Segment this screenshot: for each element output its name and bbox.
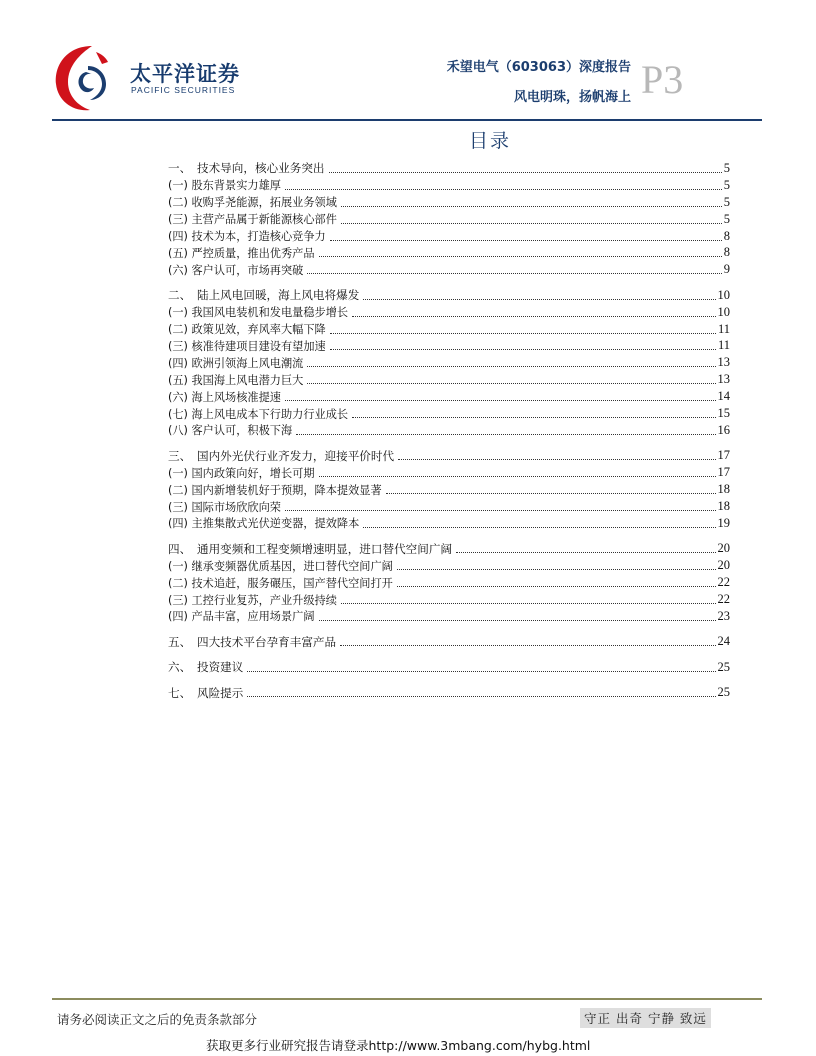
more-reports-link[interactable]: 获取更多行业研究报告请登录http://www.3mbang.com/hybg.html (206, 1038, 591, 1053)
toc-entry-page: 5 (723, 211, 730, 226)
toc-entry-page: 5 (723, 194, 730, 209)
toc-section-entry[interactable] (168, 481, 730, 498)
toc-entry-page: 8 (723, 228, 730, 243)
toc-entry-title: (二) 政策见效，弃风率大幅下降 (168, 323, 326, 337)
toc-entry-title: (三) 国际市场欣欣向荣 (168, 500, 281, 514)
pacific-securities-emblem-icon (52, 42, 116, 114)
toc-entry-title: (四) 技术为本，打造核心竞争力 (168, 230, 326, 243)
toc-entry-title: 四、 通用变频和工程变频增速明显，进口替代空间广阔 (168, 541, 453, 556)
toc-entry-page: 17 (717, 465, 730, 480)
toc-entry-page: 22 (717, 592, 730, 607)
toc-dot-leader (330, 333, 716, 334)
toc-section-entry[interactable] (168, 591, 730, 608)
toc-section-entry[interactable] (168, 422, 730, 439)
toc-entry-title: (二) 收购孚尧能源，拓展业务领域 (168, 196, 337, 210)
toc-section-entry[interactable] (168, 498, 730, 515)
toc-entry-page: 5 (723, 177, 730, 192)
disclaimer-note: 请务必阅读正文之后的免责条款部分 (57, 1012, 258, 1027)
header-divider (52, 119, 762, 121)
toc-section-entry[interactable] (168, 354, 730, 371)
company-motto: 守正 出奇 宁静 致远 (580, 1008, 711, 1028)
toc-dot-leader (319, 256, 722, 257)
toc-section-entry[interactable] (168, 321, 730, 338)
toc-entry-page: 13 (717, 355, 730, 370)
toc-entry-title: (四) 产品丰富，应用场景广阔 (168, 610, 315, 624)
toc-entry-title: (五) 严控质量，推出优秀产品 (168, 246, 315, 260)
report-title: 禾望电气（603063）深度报告 (446, 60, 631, 75)
toc-spacer (168, 676, 730, 685)
toc-entry-page: 9 (723, 262, 730, 277)
toc-entry-title: (三) 核准待建项目建设有望加速 (168, 339, 326, 353)
report-subtitle: 风电明珠，扬帆海上 (513, 90, 631, 105)
toc-entry-page: 20 (717, 558, 730, 573)
toc-section-entry[interactable] (168, 464, 730, 481)
toc-entry-title: 六、 投资建议 (168, 660, 244, 675)
toc-dot-leader (307, 273, 721, 274)
page-number-label: P3 (641, 57, 684, 102)
toc-entry-title: (四) 欧洲引领海上风电潮流 (168, 356, 304, 370)
toc-section-entry[interactable] (168, 244, 730, 261)
toc-section-entry[interactable] (168, 405, 730, 422)
toc-section-entry[interactable] (168, 304, 730, 321)
toc-dot-leader (307, 366, 715, 367)
toc-dot-leader (341, 223, 722, 224)
toc-dot-leader (247, 671, 715, 672)
toc-chapter-entry[interactable] (168, 160, 730, 177)
table-of-contents (168, 160, 730, 701)
toc-entry-title: (一) 国内政策向好，增长可期 (168, 466, 315, 480)
toc-dot-leader (329, 172, 722, 173)
toc-spacer (168, 650, 730, 659)
toc-entry-title: (六) 客户认可，市场再突破 (168, 263, 304, 277)
toc-dot-leader (330, 349, 716, 350)
toc-entry-page: 10 (717, 304, 730, 319)
toc-section-entry[interactable] (168, 515, 730, 532)
company-logo (52, 42, 240, 114)
toc-chapter-entry[interactable] (168, 685, 730, 702)
toc-section-entry[interactable] (168, 574, 730, 591)
toc-dot-leader (398, 459, 715, 460)
toc-section-entry[interactable] (168, 338, 730, 355)
toc-section-entry[interactable] (168, 177, 730, 194)
toc-dot-leader (341, 206, 722, 207)
toc-dot-leader (340, 645, 715, 646)
toc-section-entry[interactable] (168, 261, 730, 278)
toc-section-entry[interactable] (168, 194, 730, 211)
toc-dot-leader (386, 493, 716, 494)
toc-entry-title: 七、 风险提示 (168, 685, 244, 700)
toc-entry-page: 25 (717, 659, 730, 674)
toc-entry-page: 13 (717, 372, 730, 387)
toc-entry-page: 19 (717, 515, 730, 530)
toc-section-entry[interactable] (168, 608, 730, 625)
toc-entry-title: 三、 国内外光伏行业齐发力，迎接平价时代 (168, 448, 395, 463)
toc-entry-title: 二、 陆上风电回暖，海上风电将爆发 (168, 288, 360, 303)
toc-dot-leader (363, 527, 715, 528)
toc-dot-leader (285, 510, 716, 511)
toc-dot-leader (363, 299, 715, 300)
toc-entry-title: (一) 继承变频器优质基因，进口替代空间广阔 (168, 559, 393, 573)
toc-entry-title: (二) 国内新增装机好于预期，降本提效显著 (168, 483, 382, 497)
toc-entry-page: 16 (717, 422, 730, 437)
toc-entry-page: 5 (723, 160, 730, 175)
toc-dot-leader (247, 696, 715, 697)
toc-section-entry[interactable] (168, 388, 730, 405)
logo-chinese-name: 太平洋证券 (130, 62, 240, 86)
toc-entry-title: (三) 工控行业复苏，产业升级持续 (168, 593, 337, 607)
toc-dot-leader (319, 476, 716, 477)
toc-dot-leader (285, 400, 716, 401)
toc-entry-page: 24 (717, 634, 730, 649)
toc-entry-page: 14 (717, 389, 730, 404)
toc-entry-title: (二) 技术追赶，服务碾压，国产替代空间打开 (168, 576, 393, 590)
toc-entry-title: (八) 客户认可，积极下海 (168, 424, 293, 438)
toc-chapter-entry[interactable] (168, 659, 730, 676)
toc-chapter-entry[interactable] (168, 634, 730, 651)
toc-dot-leader (456, 552, 715, 553)
toc-chapter-entry[interactable] (168, 447, 730, 464)
toc-entry-page: 18 (717, 499, 730, 514)
toc-entry-page: 23 (717, 608, 730, 623)
toc-dot-leader (341, 603, 716, 604)
toc-dot-leader (397, 586, 716, 587)
toc-dot-leader (296, 434, 715, 435)
toc-spacer (168, 439, 730, 448)
toc-entry-page: 11 (717, 338, 730, 353)
toc-section-entry[interactable] (168, 211, 730, 228)
toc-dot-leader (352, 316, 715, 317)
toc-dot-leader (319, 620, 716, 621)
toc-entry-title: (四) 主推集散式光伏逆变器，提效降本 (168, 517, 360, 531)
toc-dot-leader (352, 417, 715, 418)
toc-entry-page: 18 (717, 482, 730, 497)
toc-section-entry[interactable] (168, 371, 730, 388)
toc-entry-page: 17 (717, 448, 730, 463)
toc-chapter-entry[interactable] (168, 540, 730, 557)
toc-dot-leader (330, 240, 722, 241)
toc-section-entry[interactable] (168, 557, 730, 574)
toc-entry-title: (一) 股东背景实力雄厚 (168, 179, 281, 193)
toc-entry-title: (一) 我国风电装机和发电量稳步增长 (168, 306, 349, 320)
toc-dot-leader (285, 189, 722, 190)
toc-entry-page: 15 (717, 406, 730, 420)
toc-entry-title: (三) 主营产品属于新能源核心部件 (168, 213, 337, 227)
toc-section-entry[interactable] (168, 228, 730, 245)
toc-entry-page: 11 (717, 321, 730, 336)
toc-entry-title: (七) 海上风电成本下行助力行业成长 (168, 407, 349, 421)
toc-title: 目录 (468, 130, 511, 152)
toc-spacer (168, 532, 730, 541)
toc-entry-page: 10 (717, 287, 730, 302)
toc-entry-page: 25 (717, 685, 730, 700)
toc-entry-page: 8 (723, 245, 730, 260)
toc-entry-page: 20 (717, 541, 730, 556)
footer-divider (52, 998, 762, 1000)
toc-dot-leader (397, 569, 716, 570)
logo-english-name: PACIFIC SECURITIES (131, 85, 236, 95)
toc-spacer (168, 625, 730, 634)
toc-entry-title: (五) 我国海上风电潜力巨大 (168, 373, 304, 387)
toc-entry-title: 一、 技术导向，核心业务突出 (168, 161, 325, 176)
toc-entry-title: 五、 四大技术平台孕育丰富产品 (168, 634, 337, 649)
toc-entry-title: (六) 海上风场核准提速 (168, 390, 281, 404)
toc-chapter-entry[interactable] (168, 287, 730, 304)
toc-dot-leader (307, 383, 715, 384)
toc-entry-page: 22 (717, 575, 730, 590)
toc-spacer (168, 278, 730, 287)
